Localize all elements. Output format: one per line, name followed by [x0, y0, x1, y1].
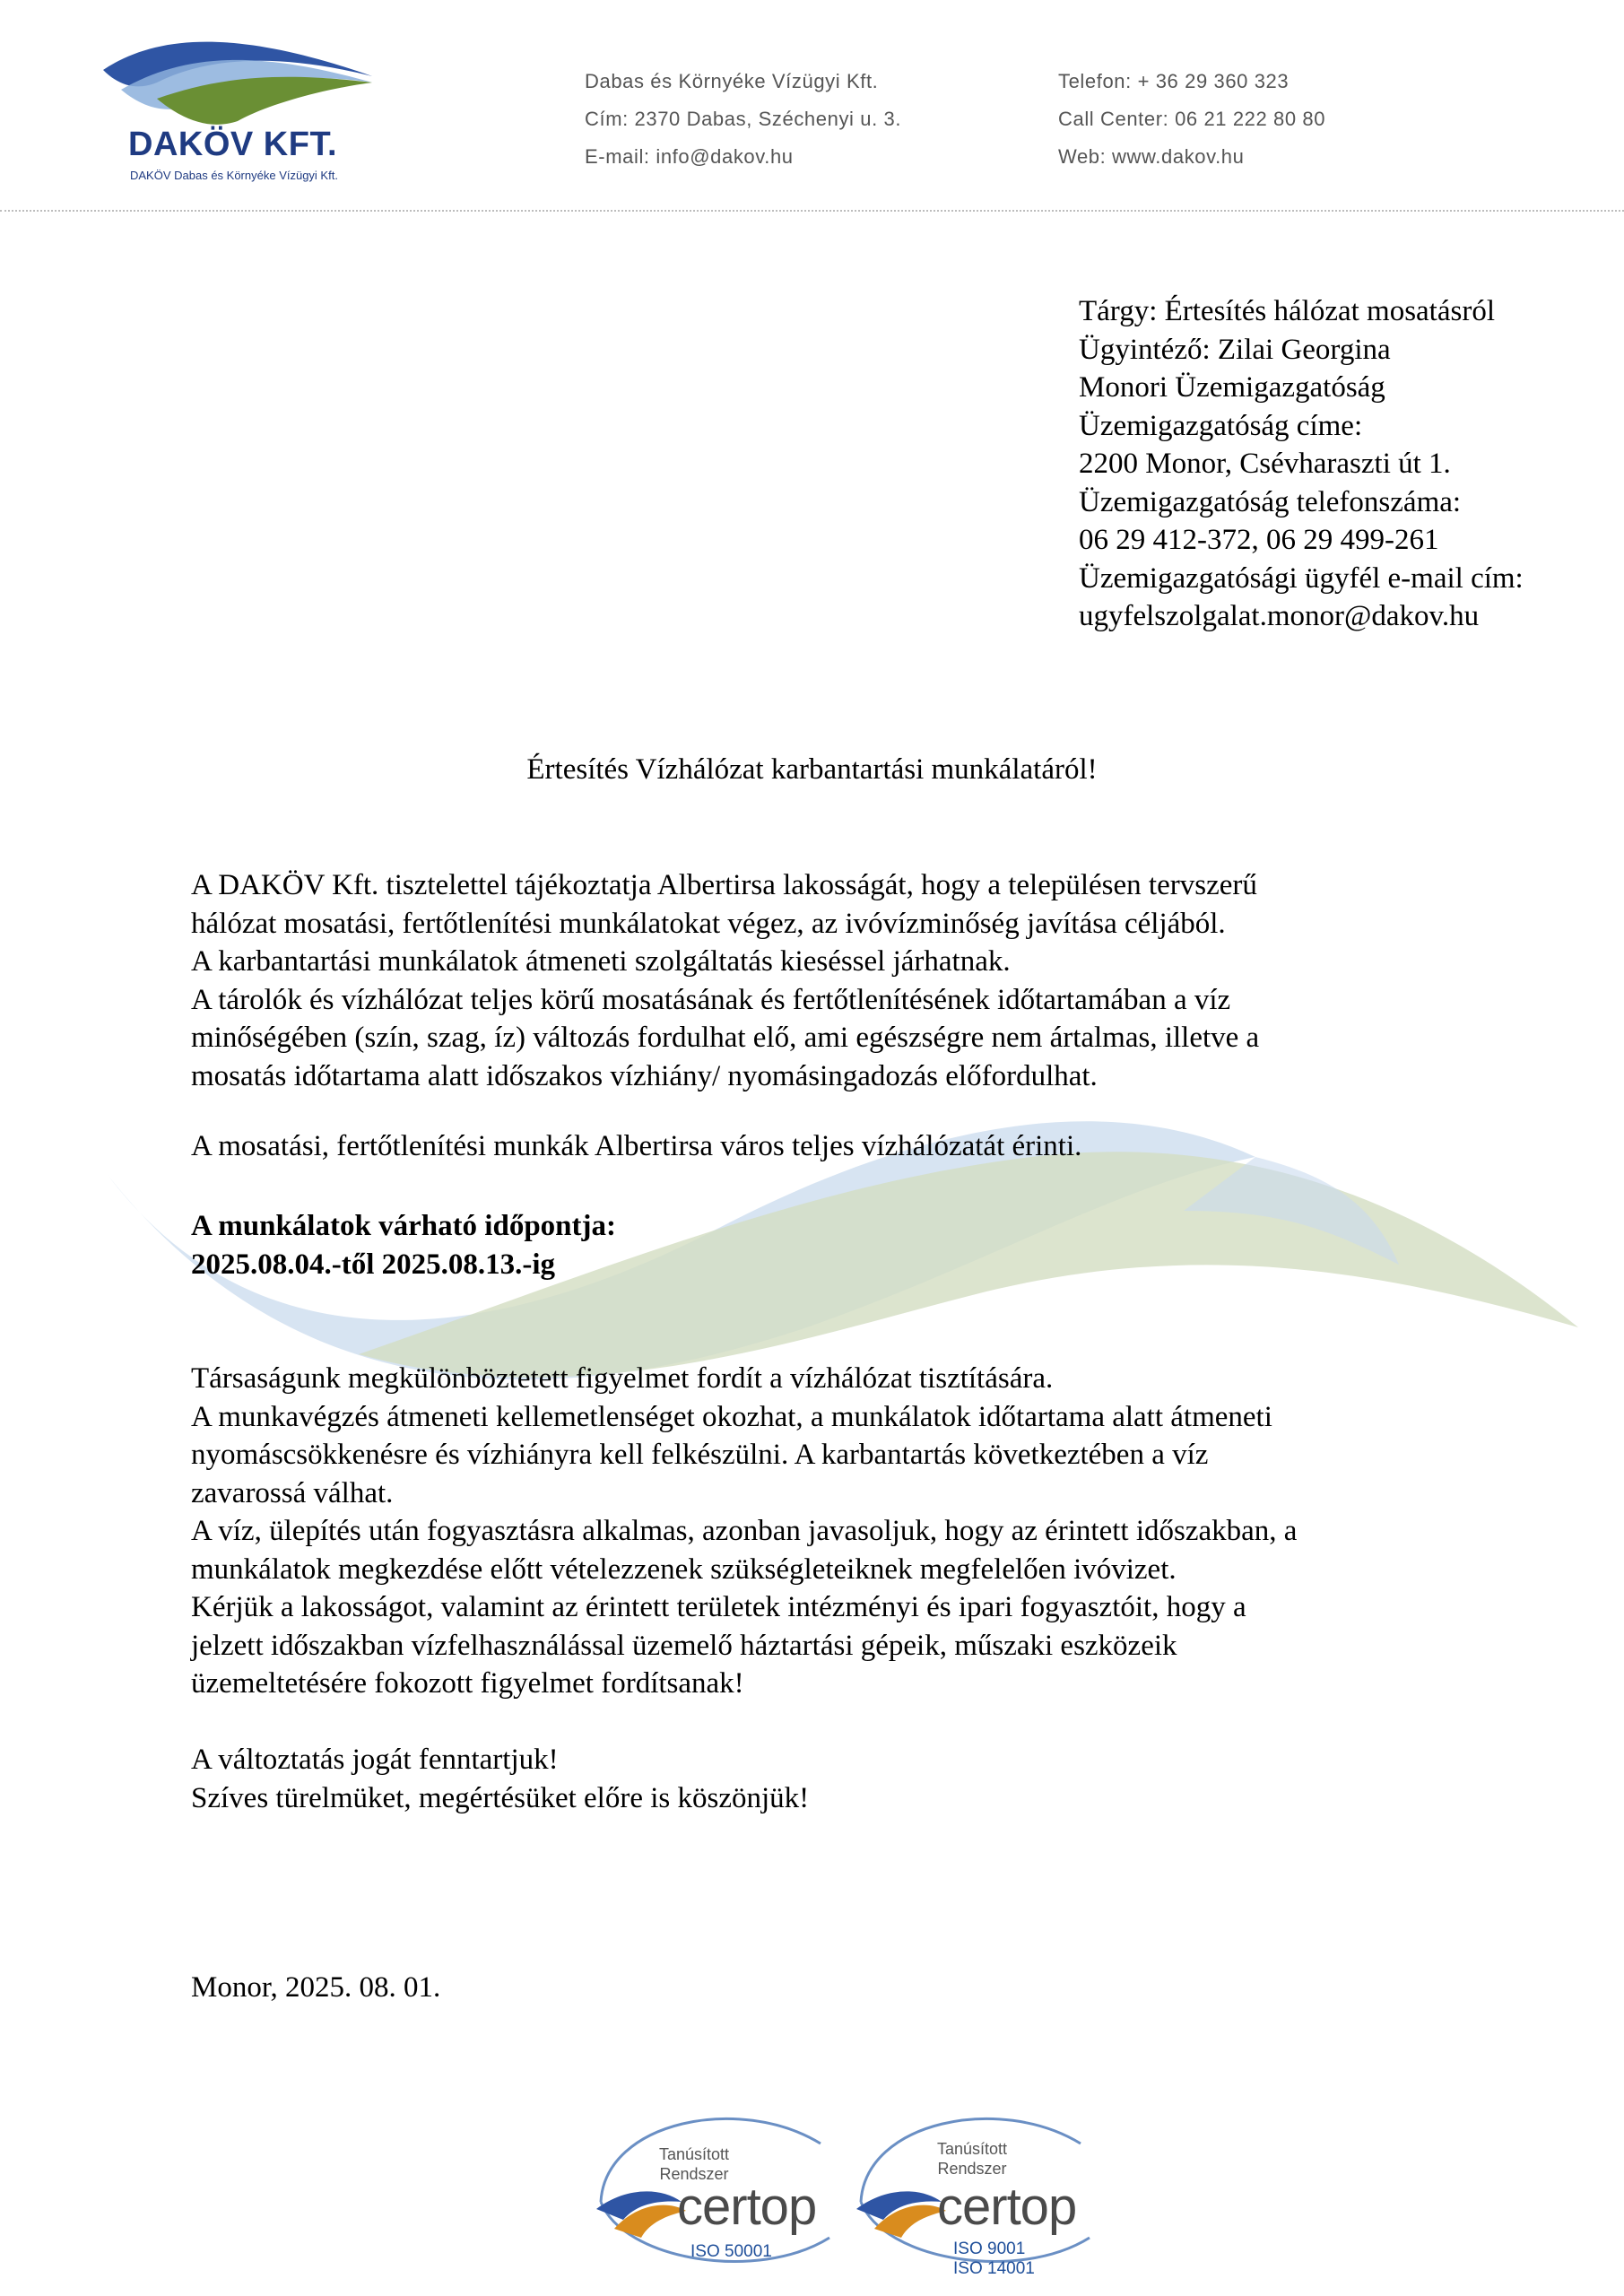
- text-line: Társaságunk megkülönböztetett figyelmet fordít a vízhálózat tisztítására.: [191, 1362, 1054, 1395]
- logo-subtitle: DAKÖV Dabas és Környéke Vízügyi Kft.: [130, 169, 338, 182]
- logo-name: DAKÖV KFT.: [128, 126, 337, 163]
- text-line: munkálatok megkezdése előtt vételezzenek szükségleteiknek megfelelően ivóvizet.: [191, 1552, 1177, 1586]
- company-name: Dabas és Környéke Vízügyi Kft.: [585, 70, 879, 92]
- directorate-email[interactable]: ugyfelszolgalat.monor@dakov.hu: [1079, 600, 1480, 632]
- cert-standard: ISO 50001: [690, 2242, 772, 2261]
- header-contact-info: [1058, 63, 1325, 176]
- text-line: nyomáscsökkenésre és vízhiányra kell felkészülni. A karbantartás következtében a víz: [191, 1439, 1209, 1471]
- case-officer: Ügyintéző: Zilai Georgina: [1079, 333, 1391, 366]
- company-call-center: Call Center: 06 21 222 80 80: [1058, 108, 1326, 130]
- text-line: A munkavégzés átmeneti kellemetlenséget okozhat, a munkálatok időtartama alatt átmeneti: [191, 1400, 1272, 1433]
- company-address: Cím: 2370 Dabas, Széchenyi u. 3.: [585, 108, 902, 130]
- text-line: mosatás időtartama alatt időszakos vízhiány/ nyomásingadozás előfordulhat.: [191, 1059, 1098, 1092]
- text-line: A változtatás jogát fenntartjuk!: [191, 1744, 559, 1776]
- paragraph-scope: [191, 1127, 1081, 1166]
- certop-iso9001-14001-logo: [847, 2103, 1116, 2278]
- cert-brand: certop: [937, 2178, 1077, 2236]
- place-and-date: Monor, 2025. 08. 01.: [191, 1971, 441, 2004]
- text-line: Szíves türelmüket, megértésüket előre is köszönjük!: [191, 1781, 810, 1814]
- text-line: Kérjük a lakosságot, valamint az érintett területek intézményi és ipari fogyasztóit, hogy a: [191, 1591, 1246, 1623]
- dakov-logo: [103, 36, 390, 193]
- schedule-dates: 2025.08.04.-től 2025.08.13.-ig: [191, 1248, 556, 1281]
- directorate-name: Monori Üzemigazgatóság: [1079, 371, 1385, 404]
- paragraph-schedule: [191, 1207, 616, 1283]
- paragraph-closing: [191, 1741, 809, 1817]
- directorate-address-label: Üzemigazgatóság címe:: [1079, 409, 1363, 442]
- company-phone: Telefon: + 36 29 360 323: [1058, 70, 1290, 92]
- recipient-block: [1079, 292, 1524, 636]
- company-web[interactable]: Web: www.dakov.hu: [1058, 145, 1245, 168]
- company-email[interactable]: E-mail: info@dakov.hu: [585, 145, 794, 168]
- cert-standard: ISO 14001: [953, 2259, 1035, 2278]
- subject-line: Tárgy: Értesítés hálózat mosatásról: [1079, 295, 1495, 327]
- text-line: zavarossá válhat.: [191, 1476, 394, 1509]
- directorate-phone-label: Üzemigazgatóság telefonszáma:: [1079, 485, 1462, 518]
- text-line: A víz, ülepítés után fogyasztásra alkalmas, azonban javasoljuk, hogy az érintett időszakban, a: [191, 1515, 1298, 1547]
- logo-wave-icon: [103, 36, 390, 135]
- header-company-info: [585, 63, 901, 176]
- text-line: A karbantartási munkálatok átmeneti szolgáltatás kieséssel járhatnak.: [191, 945, 1011, 978]
- certop-iso50001-logo: [587, 2103, 856, 2274]
- text-line: üzemeltetésére fokozott figyelmet fordítsanak!: [191, 1667, 744, 1700]
- schedule-label: A munkálatok várható időpontja:: [191, 1210, 617, 1242]
- paragraph-details: [191, 1360, 1297, 1703]
- cert-label-1: Tanúsított: [659, 2145, 730, 2163]
- directorate-email-label: Üzemigazgatósági ügyfél e-mail cím:: [1079, 561, 1524, 595]
- cert-brand: certop: [677, 2178, 817, 2236]
- text-line: jelzett időszakban vízfelhasználással üzemelő háztartási gépeik, műszaki eszközeik: [191, 1629, 1177, 1662]
- notice-title: Értesítés Vízhálózat karbantartási munkálatáról!: [526, 753, 1098, 786]
- paragraph-intro: [191, 866, 1259, 1095]
- directorate-address: 2200 Monor, Csévharaszti út 1.: [1079, 448, 1451, 480]
- directorate-phone: 06 29 412-372, 06 29 499-261: [1079, 524, 1439, 556]
- text-line: A tárolók és vízhálózat teljes körű mosatásának és fertőtlenítésének időtartamában a víz: [191, 983, 1231, 1016]
- text-line: A mosatási, fertőtlenítési munkák Albertirsa város teljes vízhálózatát érinti.: [191, 1130, 1082, 1162]
- cert-label-1: Tanúsított: [937, 2140, 1008, 2158]
- cert-label-2: Rendszer: [659, 2165, 729, 2183]
- text-line: A DAKÖV Kft. tisztelettel tájékoztatja Albertirsa lakosságát, hogy a településen tervszerű: [191, 869, 1257, 901]
- text-line: hálózat mosatási, fertőtlenítési munkálatokat végez, az ivóvízminőség javítása céljából.: [191, 907, 1226, 940]
- text-line: minőségében (szín, szag, íz) változás fordulhat elő, ami egészségre nem ártalmas, illetve a: [191, 1022, 1260, 1054]
- cert-label-2: Rendszer: [937, 2160, 1007, 2178]
- header-divider: [0, 210, 1624, 212]
- cert-standard: ISO 9001: [953, 2239, 1026, 2258]
